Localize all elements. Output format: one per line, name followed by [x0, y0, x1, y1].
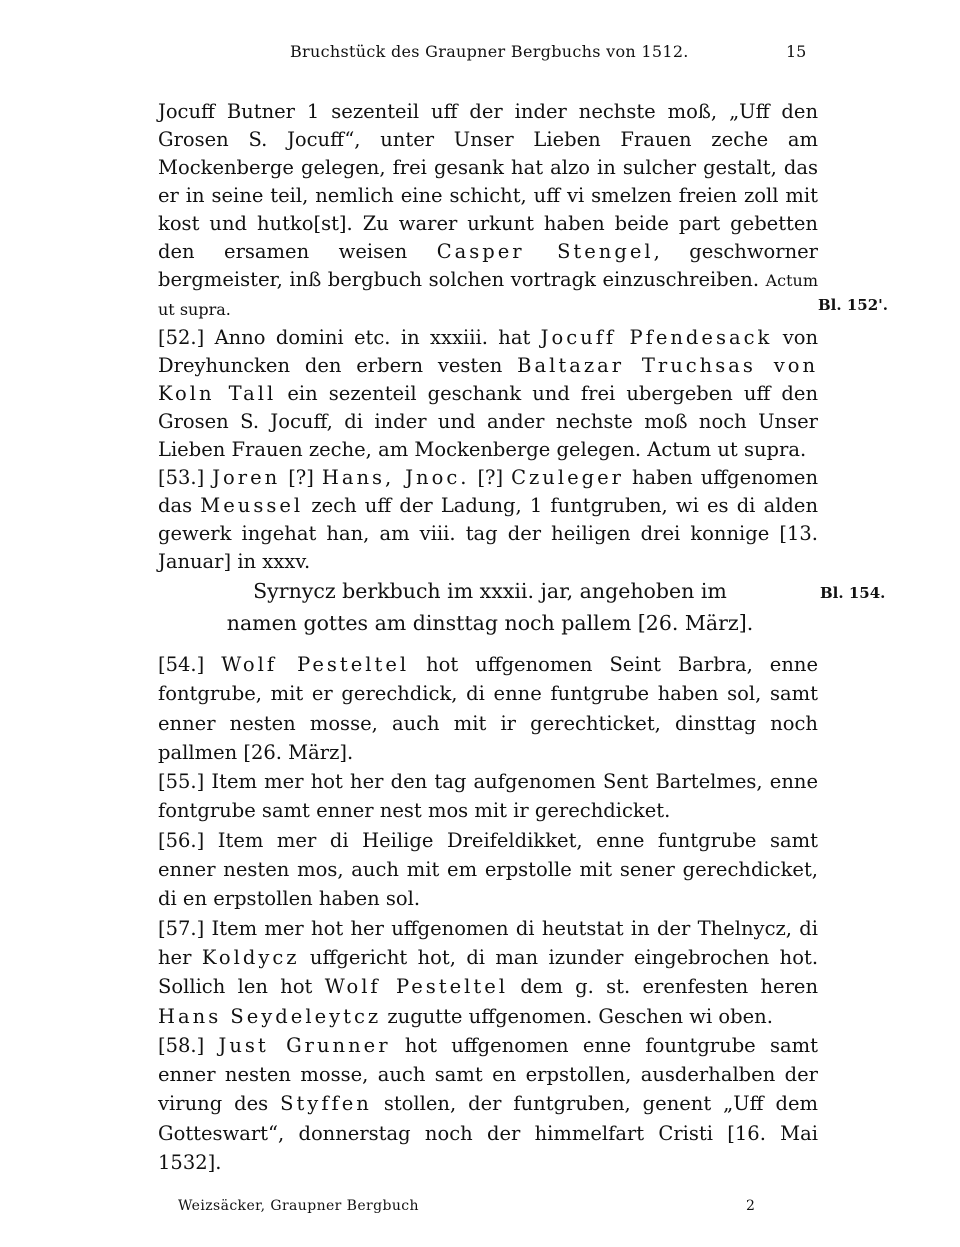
- entry-number: [54.]: [158, 653, 205, 676]
- entry-number: [53.]: [158, 466, 205, 489]
- actum-note: Actum ut supra.: [158, 271, 819, 319]
- entry-52: [52.] Anno domini etc. in xxxiii. hat Jocuff Pfendesack von Dreyhuncken den erbern vesten Baltazar Truchsas von Koln Tall ein sezenteil geschank und frei ubergeben uff den Grosen S. Jocuff, di inder und ander nechste moß noch Unser Lieben Frauen zeche, am Mockenberge gelegen. Actum ut supra.: [158, 326, 819, 461]
- entry-57: [57.] Item mer hot her uffgenomen di heutstat in der Thelnycz, di her Koldycz uffgericht hot, di man izunder eingebrochen hot. Sollich len hot Wolf Pesteltel dem g. st. erenfesten heren Hans Seydeleytcz zugutte uffgenomen. Geschen wi oben.: [158, 916, 819, 1028]
- entry-number: [57.]: [158, 916, 205, 940]
- section-heading: Syrnycz berkbuch im xxxii. jar, angehoben im namen gottes am dinsttag noch pallem [26. März].: [226, 579, 754, 635]
- person-name: Baltazar Truchsas von Koln Tall: [158, 354, 819, 405]
- footer-author: Weizsäcker, Graupner Bergbuch: [178, 1198, 419, 1214]
- person-name: Koldycz: [201, 945, 300, 969]
- entries-section-2: [158, 650, 818, 1177]
- person-name: Wolf Pesteltel: [324, 975, 508, 999]
- entry-number: [55.]: [158, 770, 205, 794]
- person-name: Hans Seydeleytcz: [158, 1004, 382, 1028]
- person-name: Jocuff Pfendesack: [540, 326, 773, 349]
- entry-54: [54.] Wolf Pesteltel hot uffgenomen Seint Barbra, enne fontgrube, mit er gerechdick, di enne funtgrube haben sol, samt enner nesten mosse, auch mit ir gerechticket, dinsttag noch pallmen [26. März].: [158, 653, 818, 764]
- entry-number: [58.]: [158, 1033, 205, 1057]
- entry-number: [52.]: [158, 326, 205, 349]
- entry-55: [55.] Item mer hot her den tag aufgenomen Sent Bartelmes, enne fontgrube samt enner nest mos mit ir gerechdicket.: [158, 770, 818, 823]
- entry-paragraph: Jocuff Butner 1 sezenteil uff der inder nechste moß, „Uff den Grosen S. Jocuff“, unter Unser Lieben Frauen zeche am Mockenberge gelegen, frei gesank hat alzo in sulcher gestalt, das er in seine teil, nemlich eine schicht, uff vi smelzen freien zoll mit kost und hutko[st]. Zu warer urkunt haben beide part gebetten den ersamen weisen Casper Stengel, geschworner bergmeister, inß bergbuch solchen vortragk einzuschreiben. Actum ut supra.: [158, 100, 819, 319]
- entry-53: [53.] Joren [?] Hans, Jnoc. [?] Czuleger haben uffgenomen das Meussel zech uff der Ladung, 1 funtgruben, wi es di alden gewerk ingehat han, am viii. tag der heiligen drei konnige [13. Januar] in xxxv.: [158, 466, 819, 573]
- person-name: Casper Stengel: [436, 240, 654, 263]
- marginal-folio-152: Bl. 152'.: [818, 296, 888, 314]
- entry-58: [58.] Just Grunner hot uffgenomen enne fountgrube samt enner nesten mosse, auch samt en erpstollen, ausderhalben der virung des Styffen stollen, der funtgruben, genent „Uff dem Gotteswart“, donnerstag noch der himmelfart Cristi [16. Mai 1532].: [158, 1033, 818, 1175]
- mine-name: Styffen: [280, 1092, 372, 1116]
- entries-section-1: [158, 98, 818, 576]
- person-name: Joren: [212, 466, 281, 489]
- person-name: Just Grunner: [218, 1033, 391, 1057]
- entry-number: [56.]: [158, 828, 205, 852]
- marginal-folio-154: Bl. 154.: [820, 584, 886, 602]
- person-name: Czuleger: [511, 466, 624, 489]
- mine-name: Meussel: [200, 494, 304, 517]
- page-number: 15: [786, 42, 807, 61]
- signature-mark: 2: [746, 1198, 755, 1214]
- entry-56: [56.] Item mer di Heilige Dreifeldikket, enne funtgrube samt enner nesten mos, auch mit em erpstolle mit sener gerechdicket, di en erpstollen haben sol.: [158, 828, 818, 911]
- person-name: Hans, Jnoc.: [321, 466, 470, 489]
- running-title: Bruchstück des Graupner Bergbuchs von 1512.: [290, 42, 689, 61]
- person-name: Wolf Pesteltel: [221, 653, 410, 676]
